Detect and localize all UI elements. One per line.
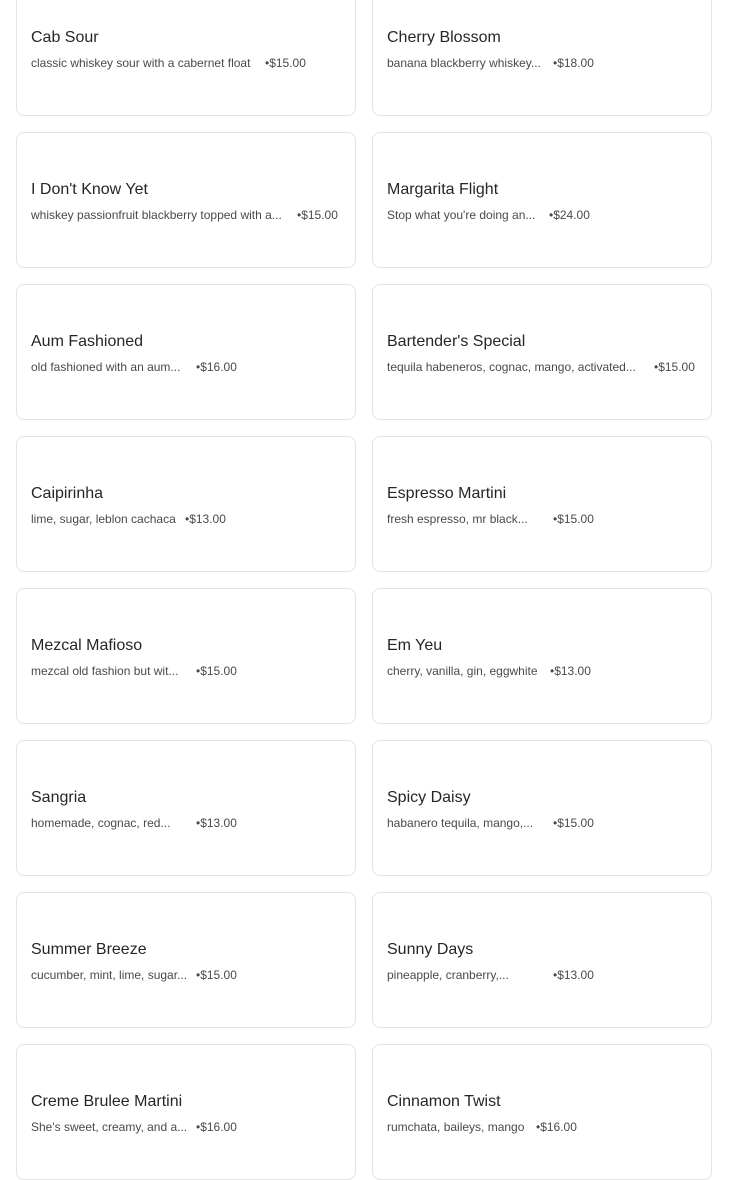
menu-item-card[interactable] (372, 436, 712, 572)
menu-item-description: cucumber, mint, lime, sugar... (31, 968, 188, 982)
menu-item-price: • $15.00 (654, 360, 695, 374)
menu-item-description: old fashioned with an aum... (31, 360, 181, 374)
menu-item-description: lime, sugar, leblon cachaca (31, 512, 176, 526)
menu-item-meta (31, 968, 343, 982)
menu-item-card[interactable] (372, 588, 712, 724)
menu-item-meta (31, 1120, 343, 1134)
menu-item-description: habanero tequila, mango,... (387, 816, 534, 830)
menu-item-price: • $13.00 (185, 512, 226, 526)
menu-item-name: Sangria (31, 789, 87, 806)
menu-item-price: • $18.00 (553, 56, 594, 70)
menu-item-price: • $15.00 (265, 56, 306, 70)
menu-item-name: Mezcal Mafioso (31, 637, 143, 654)
menu-item-description: tequila habeneros, cognac, mango, activated... (387, 360, 636, 374)
menu-item-card[interactable] (16, 0, 356, 116)
menu-item-name: Cinnamon Twist (387, 1093, 501, 1110)
menu-item-card[interactable] (16, 132, 356, 268)
menu-item-price: • $16.00 (196, 1120, 237, 1134)
menu-item-meta (387, 1120, 699, 1134)
menu-item-meta (31, 360, 343, 374)
menu-item-name: Cab Sour (31, 29, 99, 46)
menu-item-price: • $13.00 (550, 664, 591, 678)
menu-item-description: homemade, cognac, red... (31, 816, 171, 830)
menu-item-name: Caipirinha (31, 485, 104, 502)
menu-item-card[interactable] (372, 1044, 712, 1180)
menu-item-description: cherry, vanilla, gin, eggwhite (387, 664, 538, 678)
menu-item-meta (387, 968, 699, 982)
menu-item-description: banana blackberry whiskey... (387, 56, 541, 70)
menu-item-meta (31, 208, 343, 222)
menu-item-meta (387, 512, 699, 526)
menu-item-card[interactable] (16, 1044, 356, 1180)
menu-item-card[interactable] (16, 436, 356, 572)
menu-item-description: pineapple, cranberry,... (387, 968, 509, 982)
menu-item-price: • $16.00 (536, 1120, 577, 1134)
menu-item-card[interactable] (16, 284, 356, 420)
menu-item-name: Creme Brulee Martini (31, 1093, 183, 1110)
menu-item-meta (31, 512, 343, 526)
menu-item-card[interactable] (372, 740, 712, 876)
menu-item-meta (387, 56, 699, 70)
menu-item-price: • $15.00 (196, 968, 237, 982)
menu-item-description: mezcal old fashion but wit... (31, 664, 179, 678)
menu-item-meta (387, 360, 699, 374)
menu-item-card[interactable] (16, 740, 356, 876)
menu-item-name: Margarita Flight (387, 181, 499, 198)
menu-item-meta (31, 56, 343, 70)
menu-item-card[interactable] (372, 892, 712, 1028)
menu-items-grid (16, 0, 712, 1180)
menu-item-card[interactable] (16, 588, 356, 724)
menu-item-meta (31, 664, 343, 678)
menu-item-description: rumchata, baileys, mango (387, 1120, 525, 1134)
menu-item-card[interactable] (372, 284, 712, 420)
menu-item-meta (31, 816, 343, 830)
menu-item-name: Em Yeu (387, 637, 443, 654)
menu-item-price: • $16.00 (196, 360, 237, 374)
menu-item-card[interactable] (16, 892, 356, 1028)
menu-item-name: Sunny Days (387, 941, 474, 958)
menu-item-price: • $13.00 (196, 816, 237, 830)
menu-item-price: • $24.00 (549, 208, 590, 222)
menu-item-meta (387, 816, 699, 830)
menu-item-description: Stop what you're doing an... (387, 208, 536, 222)
menu-item-name: Espresso Martini (387, 485, 507, 502)
menu-item-price: • $13.00 (553, 968, 594, 982)
menu-item-name: I Don't Know Yet (31, 181, 148, 198)
menu-item-name: Bartender's Special (387, 333, 526, 350)
menu-item-meta (387, 208, 699, 222)
menu-item-price: • $15.00 (196, 664, 237, 678)
menu-item-name: Aum Fashioned (31, 333, 144, 350)
menu-item-price: • $15.00 (553, 512, 594, 526)
menu-item-description: whiskey passionfruit blackberry topped with a... (31, 208, 282, 222)
menu-item-description: classic whiskey sour with a cabernet float (31, 56, 251, 70)
menu-item-card[interactable] (372, 132, 712, 268)
menu-item-name: Spicy Daisy (387, 789, 471, 806)
menu-item-card[interactable] (372, 0, 712, 116)
menu-item-name: Cherry Blossom (387, 29, 501, 46)
menu-item-price: • $15.00 (297, 208, 338, 222)
menu-item-meta (387, 664, 699, 678)
menu-item-description: She's sweet, creamy, and a... (31, 1120, 188, 1134)
menu-item-name: Summer Breeze (31, 941, 147, 958)
menu-item-description: fresh espresso, mr black... (387, 512, 528, 526)
menu-item-price: • $15.00 (553, 816, 594, 830)
